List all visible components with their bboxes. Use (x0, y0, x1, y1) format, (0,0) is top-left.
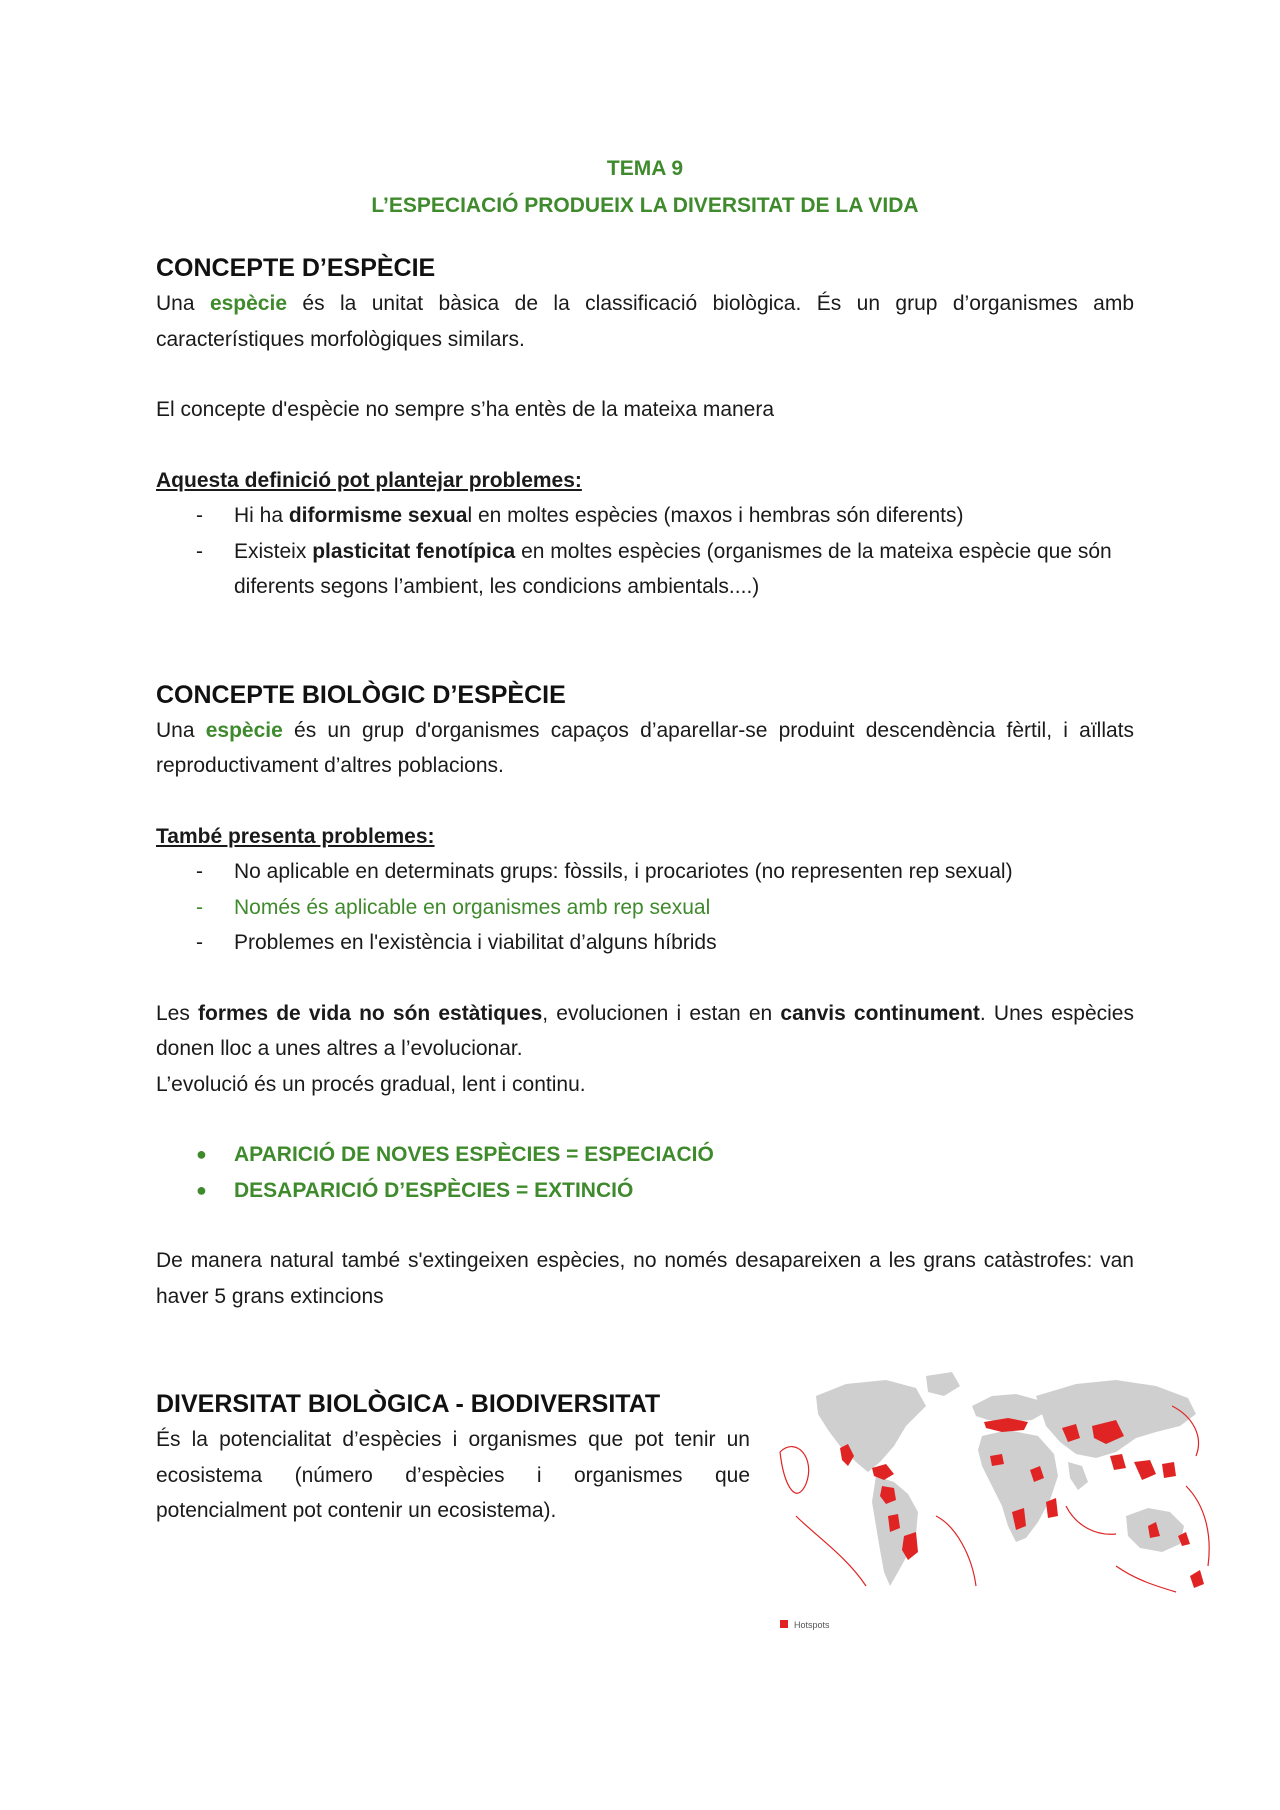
biodiversity-hotspots-map (776, 1366, 1216, 1636)
biodiversity-section (156, 1386, 1134, 1646)
list-item: - Hi ha diformisme sexual en moltes espècies (maxos i hembras són diferents) (196, 504, 964, 527)
continents (816, 1372, 1196, 1586)
list-item: - Existeix plasticitat fenotípica en moltes espècies (organismes de la mateixa espècie que són diferents segons l’ambient, les condicions ambientals....) (196, 539, 1112, 598)
key-points-list (156, 1137, 1134, 1208)
species-definition-paragraph: Una espècie és la unitat bàsica de la classificació biològica. És un grup d’organismes amb característiques morfològiques similars. (156, 292, 1134, 351)
section-heading-species-concept: CONCEPTE D’ESPÈCIE (156, 254, 436, 282)
world-map-image (776, 1366, 1216, 1636)
section-heading-biodiversity: DIVERSITAT BIOLÒGICA - BIODIVERSITAT (156, 1390, 661, 1418)
gradual-evolution-line: L’evolució és un procés gradual, lent i continu. (156, 1072, 586, 1096)
legend-swatch (780, 1620, 788, 1628)
problems-title-2: També presenta problemes: (156, 824, 435, 848)
list-item-highlighted: - Només és aplicable en organismes amb rep sexual (196, 895, 711, 919)
concept-history-paragraph: El concepte d'espècie no sempre s’ha entès de la mateixa manera (156, 398, 775, 421)
bullet-extinction: ● DESAPARICIÓ D’ESPÈCIES = EXTINCIÓ (196, 1178, 634, 1202)
extinctions-paragraph: De manera natural també s'extingeixen espècies, no només desapareixen a les grans catàstrofes: van haver 5 grans extincions (156, 1249, 1134, 1308)
document-page (156, 150, 1134, 1646)
list-item: - No aplicable en determinats grups: fòssils, i procariotes (no representen rep sexual) (196, 860, 1013, 883)
document-title: L’ESPECIACIÓ PRODUEIX LA DIVERSITAT DE LA VIDA (371, 194, 919, 217)
keyword-species: espècie (209, 292, 287, 315)
bullet-speciation: ● APARICIÓ DE NOVES ESPÈCIES = ESPECIACIÓ (196, 1143, 714, 1166)
topic-number: TEMA 9 (606, 157, 684, 180)
problems-list-1 (156, 498, 1134, 605)
keyword-species: espècie (205, 718, 283, 742)
biodiversity-paragraph: És la potencialitat d’espècies i organismes que pot tenir un ecosistema (número d’espècies i organismes que potencialment pot contenir un ecosistema). (156, 1428, 750, 1522)
list-item: - Problemes en l'existència i viabilitat d’alguns híbrids (196, 931, 717, 954)
problems-list-2 (156, 854, 1134, 961)
section-heading-biological-species-concept: CONCEPTE BIOLÒGIC D’ESPÈCIE (156, 680, 566, 709)
biological-definition-paragraph: Una espècie és un grup d'organismes capaços d’aparellar-se produint descendència fèrtil, i aïllats reproductivament d’altres poblacions. (156, 718, 1135, 777)
map-legend-label: Hotspots (794, 1620, 830, 1630)
problems-title-1: Aquesta definició pot plantejar problemes: (156, 468, 582, 492)
evolution-paragraph: Les formes de vida no són estàtiques, evolucionen i estan en canvis continument. Unes espècies donen lloc a unes altres a l’evolucionar. (156, 1001, 1134, 1060)
